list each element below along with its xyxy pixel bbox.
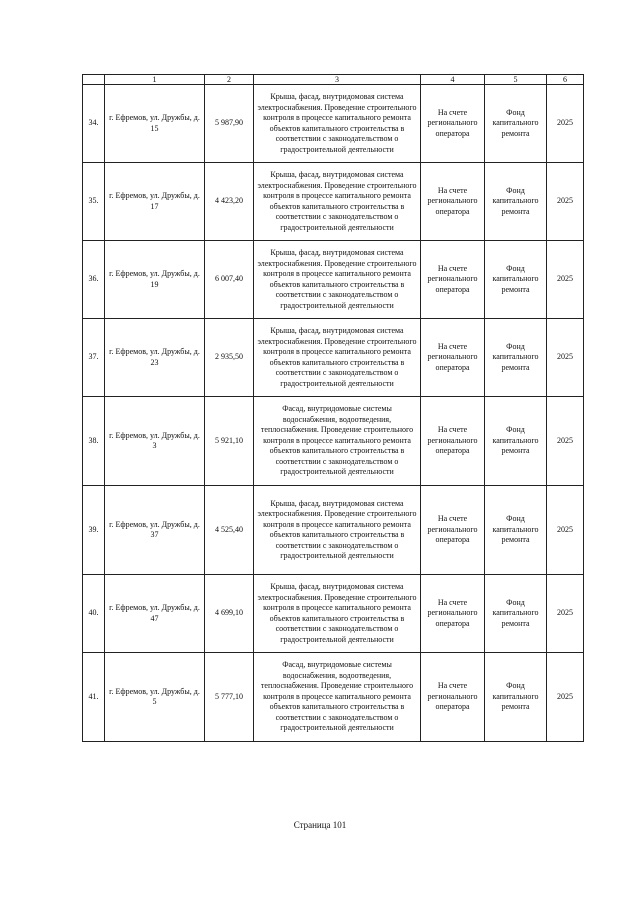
cell-year: 2025	[547, 575, 584, 653]
cell-works-description: Крыша, фасад, внутридомовая система электроснабжения. Проведение строительного контроля в процессе капитального ремонта объектов капитального строительства в соответствии с законодательством о градостроительной деятельности	[254, 575, 421, 653]
cell-funding-source: Фонд капитального ремонта	[485, 486, 547, 575]
cell-year: 2025	[547, 653, 584, 742]
table-row	[83, 397, 584, 486]
cell-funding-source: Фонд капитального ремонта	[485, 575, 547, 653]
page-number: Страница 101	[293, 820, 347, 830]
cell-year: 2025	[547, 397, 584, 486]
cell-funding-source: Фонд капитального ремонта	[485, 241, 547, 319]
cell-works-description: Крыша, фасад, внутридомовая система электроснабжения. Проведение строительного контроля в процессе капитального ремонта объектов капитального строительства в соответствии с законодательством о градостроительной деятельности	[254, 319, 421, 397]
cell-year: 2025	[547, 85, 584, 163]
cell-row-number: 35.	[83, 163, 105, 241]
table-row	[83, 85, 584, 163]
cell-row-number: 34.	[83, 85, 105, 163]
works-table	[82, 74, 584, 742]
cell-works-description: Крыша, фасад, внутридомовая система электроснабжения. Проведение строительного контроля в процессе капитального ремонта объектов капитального строительства в соответствии с законодательством о градостроительной деятельности	[254, 241, 421, 319]
cell-address: г. Ефремов, ул. Дружбы, д. 23	[105, 319, 205, 397]
cell-funding-source: Фонд капитального ремонта	[485, 85, 547, 163]
table-row	[83, 575, 584, 653]
cell-year: 2025	[547, 163, 584, 241]
table-row	[83, 486, 584, 575]
header-cell-4: 4	[421, 75, 485, 85]
cell-funding-source: Фонд капитального ремонта	[485, 653, 547, 742]
cell-amount: 5 987,90	[205, 85, 254, 163]
cell-amount: 5 777,10	[205, 653, 254, 742]
header-cell-6: 6	[547, 75, 584, 85]
cell-account: На счете регионального оператора	[421, 85, 485, 163]
cell-address: г. Ефремов, ул. Дружбы, д. 37	[105, 486, 205, 575]
header-cell-5: 5	[485, 75, 547, 85]
cell-amount: 6 007,40	[205, 241, 254, 319]
cell-account: На счете регионального оператора	[421, 163, 485, 241]
cell-address: г. Ефремов, ул. Дружбы, д. 3	[105, 397, 205, 486]
table-row	[83, 241, 584, 319]
cell-row-number: 37.	[83, 319, 105, 397]
cell-amount: 4 423,20	[205, 163, 254, 241]
cell-works-description: Фасад, внутридомовые системы водоснабжения, водоотведения, теплоснабжения. Проведение строительного контроля в процессе капитального ремонта объектов капитального строительства в соответствии с законодательством о градостроительной деятельности	[254, 397, 421, 486]
table-row	[83, 163, 584, 241]
header-cell-1: 1	[105, 75, 205, 85]
cell-account: На счете регионального оператора	[421, 575, 485, 653]
cell-funding-source: Фонд капитального ремонта	[485, 397, 547, 486]
cell-account: На счете регионального оператора	[421, 241, 485, 319]
cell-row-number: 40.	[83, 575, 105, 653]
table-row	[83, 319, 584, 397]
cell-row-number: 38.	[83, 397, 105, 486]
header-cell-3: 3	[254, 75, 421, 85]
cell-address: г. Ефремов, ул. Дружбы, д. 19	[105, 241, 205, 319]
cell-address: г. Ефремов, ул. Дружбы, д. 17	[105, 163, 205, 241]
cell-works-description: Крыша, фасад, внутридомовая система электроснабжения. Проведение строительного контроля в процессе капитального ремонта объектов капитального строительства в соответствии с законодательством о градостроительной деятельности	[254, 163, 421, 241]
header-cell-num	[83, 75, 105, 85]
cell-row-number: 41.	[83, 653, 105, 742]
cell-account: На счете регионального оператора	[421, 397, 485, 486]
header-cell-2: 2	[205, 75, 254, 85]
cell-amount: 4 525,40	[205, 486, 254, 575]
cell-works-description: Крыша, фасад, внутридомовая система электроснабжения. Проведение строительного контроля в процессе капитального ремонта объектов капитального строительства в соответствии с законодательством о градостроительной деятельности	[254, 85, 421, 163]
table-body	[83, 75, 584, 742]
cell-address: г. Ефремов, ул. Дружбы, д. 15	[105, 85, 205, 163]
cell-amount: 2 935,50	[205, 319, 254, 397]
cell-amount: 5 921,10	[205, 397, 254, 486]
cell-row-number: 39.	[83, 486, 105, 575]
cell-funding-source: Фонд капитального ремонта	[485, 163, 547, 241]
cell-row-number: 36.	[83, 241, 105, 319]
cell-account: На счете регионального оператора	[421, 653, 485, 742]
cell-address: г. Ефремов, ул. Дружбы, д. 47	[105, 575, 205, 653]
cell-account: На счете регионального оператора	[421, 319, 485, 397]
cell-works-description: Крыша, фасад, внутридомовая система электроснабжения. Проведение строительного контроля в процессе капитального ремонта объектов капитального строительства в соответствии с законодательством о градостроительной деятельности	[254, 486, 421, 575]
cell-year: 2025	[547, 319, 584, 397]
cell-funding-source: Фонд капитального ремонта	[485, 319, 547, 397]
cell-amount: 4 699,10	[205, 575, 254, 653]
cell-year: 2025	[547, 241, 584, 319]
cell-address: г. Ефремов, ул. Дружбы, д. 5	[105, 653, 205, 742]
cell-account: На счете регионального оператора	[421, 486, 485, 575]
cell-works-description: Фасад, внутридомовые системы водоснабжения, водоотведения, теплоснабжения. Проведение строительного контроля в процессе капитального ремонта объектов капитального строительства в соответствии с законодательством о градостроительной деятельности	[254, 653, 421, 742]
table-row	[83, 653, 584, 742]
table-header-row	[83, 75, 584, 85]
cell-year: 2025	[547, 486, 584, 575]
